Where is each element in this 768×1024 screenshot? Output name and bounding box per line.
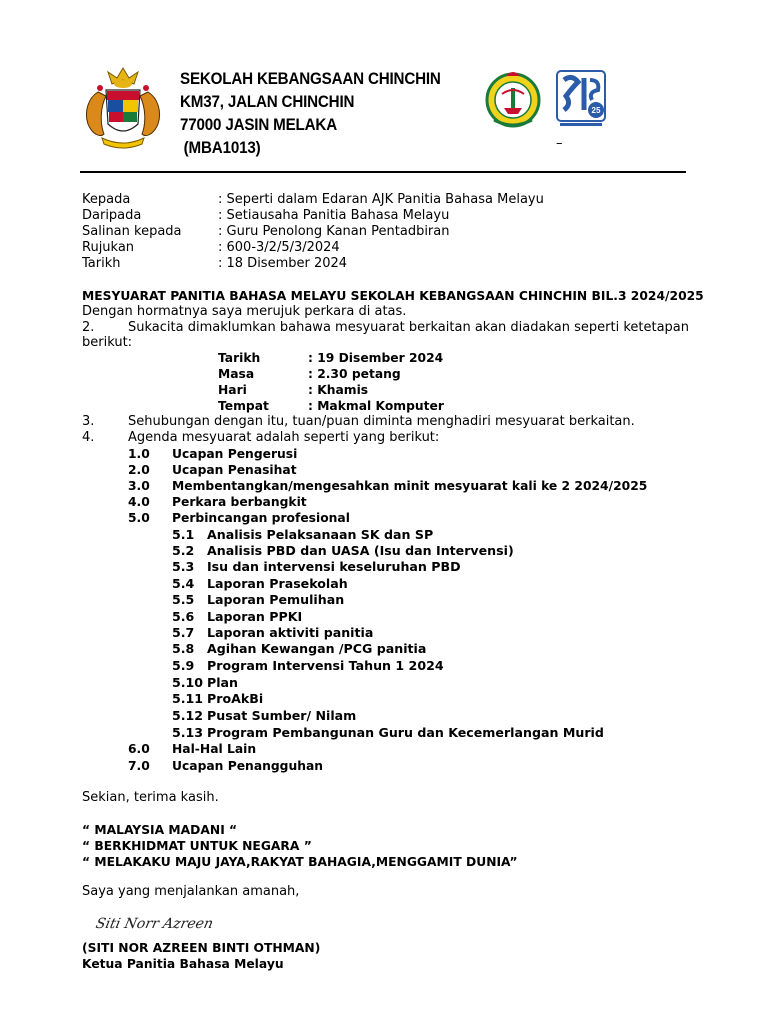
agenda-item: Hal-Hal Lain: [172, 742, 257, 756]
detail-value-tarikh: : 19 Disember 2024: [308, 351, 444, 365]
detail-value-tempat: : Makmal Komputer: [308, 399, 444, 413]
detail-label-masa: Masa: [218, 367, 255, 381]
para-3-text: Sehubungan dengan itu, tuan/puan diminta menghadiri mesyuarat berkaitan.: [128, 414, 635, 429]
agenda-item: Perkara berbangkit: [172, 495, 307, 509]
para-2-number: 2.: [82, 320, 95, 335]
field-value-tarikh: : 18 Disember 2024: [218, 256, 348, 271]
school-name: SEKOLAH KEBANGSAAN CHINCHIN: [180, 70, 441, 88]
sub-agenda-number: 5.10: [172, 675, 204, 690]
field-value-daripada: : Setiausaha Panitia Bahasa Melayu: [218, 208, 450, 223]
sub-agenda-item: Laporan aktiviti panitia: [207, 625, 374, 640]
sub-agenda-item: Laporan Prasekolah: [207, 576, 348, 591]
sub-agenda-number: 5.8: [172, 641, 195, 656]
sub-agenda-number: 5.6: [172, 609, 195, 624]
coat-of-arms-icon: [78, 64, 168, 154]
sub-agenda-item: ProAkBi: [207, 691, 264, 706]
opening-line: Dengan hormatnya saya merujuk perkara di atas.: [82, 304, 407, 319]
field-label-kepada: Kepada: [82, 192, 131, 207]
sub-agenda-item: Laporan Pemulihan: [207, 592, 345, 607]
detail-label-hari: Hari: [218, 383, 247, 397]
detail-label-tarikh: Tarikh: [218, 351, 261, 365]
para-2-continuation: berikut:: [82, 335, 133, 350]
agenda-number: 3.0: [128, 479, 150, 493]
sub-agenda-number: 5.13: [172, 725, 204, 740]
sub-agenda-number: 5.12: [172, 708, 204, 723]
slogan-3: “ MELAKAKU MAJU JAYA,RAKYAT BAHAGIA,MENGGAMIT DUNIA”: [82, 855, 518, 869]
agenda-number: 7.0: [128, 759, 150, 773]
detail-value-hari: : Khamis: [308, 383, 369, 397]
slogan-1: “ MALAYSIA MADANI “: [82, 823, 238, 837]
agenda-item: Ucapan Penangguhan: [172, 759, 324, 773]
agenda-item: Membentangkan/mengesahkan minit mesyuarat kali ke 2 2024/2025: [172, 479, 648, 493]
school-letterhead: [180, 68, 463, 160]
sub-agenda-item: Plan: [207, 675, 239, 690]
field-label-daripada: Daripada: [82, 208, 142, 223]
agenda-number: 5.0: [128, 511, 150, 525]
signatory-name: (SITI NOR AZREEN BINTI OTHMAN): [82, 941, 321, 955]
agenda-number: 6.0: [128, 742, 150, 756]
para-3-number: 3.: [82, 414, 95, 429]
header-divider: [80, 171, 686, 173]
field-value-rujukan: : 600-3/2/5/3/2024: [218, 240, 340, 255]
anniversary-logo-icon: [556, 70, 606, 128]
sub-agenda-item: Analisis PBD dan UASA (Isu dan Intervensi): [207, 543, 514, 558]
school-address-line-2: 77000 JASIN MELAKA: [180, 116, 337, 134]
field-value-salinan: : Guru Penolong Kanan Pentadbiran: [218, 224, 450, 239]
sub-agenda-number: 5.3: [172, 559, 195, 574]
trust-line: Saya yang menjalankan amanah,: [82, 884, 300, 899]
field-label-salinan: Salinan kepada: [82, 224, 182, 239]
para-4-number: 4.: [82, 430, 95, 445]
signatory-title: Ketua Panitia Bahasa Melayu: [82, 957, 284, 971]
agenda-item: Ucapan Pengerusi: [172, 447, 298, 461]
sub-agenda-number: 5.2: [172, 543, 195, 558]
memo-subject: MESYUARAT PANITIA BAHASA MELAYU SEKOLAH KEBANGSAAN CHINCHIN BIL.3 2024/2025: [82, 289, 704, 303]
school-address-line-1: KM37, JALAN CHINCHIN: [180, 93, 355, 111]
sub-agenda-item: Pusat Sumber/ Nilam: [207, 708, 357, 723]
sub-agenda-item: Program Intervensi Tahun 1 2024: [207, 658, 444, 673]
sub-agenda-number: 5.7: [172, 625, 195, 640]
sub-agenda-number: 5.9: [172, 658, 195, 673]
header-mark: –: [556, 136, 563, 151]
agenda-item: Perbincangan profesional: [172, 511, 350, 525]
field-value-kepada: : Seperti dalam Edaran AJK Panitia Bahasa Melayu: [218, 192, 544, 207]
agenda-number: 1.0: [128, 447, 150, 461]
logo-number: 25: [591, 106, 601, 115]
sub-agenda-item: Program Pembangunan Guru dan Kecemerlangan Murid: [207, 725, 604, 740]
school-logo-icon: [484, 68, 542, 130]
sub-agenda-number: 5.4: [172, 576, 195, 591]
agenda-number: 2.0: [128, 463, 150, 477]
agenda-number: 4.0: [128, 495, 150, 509]
sub-agenda-item: Laporan PPKI: [207, 609, 303, 624]
para-4-text: Agenda mesyuarat adalah seperti yang berikut:: [128, 430, 440, 445]
agenda-item: Ucapan Penasihat: [172, 463, 297, 477]
slogan-2: “ BERKHIDMAT UNTUK NEGARA ”: [82, 839, 312, 853]
closing-line: Sekian, terima kasih.: [82, 790, 219, 805]
sub-agenda-item: Isu dan intervensi keseluruhan PBD: [207, 559, 461, 574]
sub-agenda-item: Agihan Kewangan /PCG panitia: [207, 641, 427, 656]
school-code: (MBA1013): [183, 139, 261, 157]
sub-agenda-item: Analisis Pelaksanaan SK dan SP: [207, 527, 434, 542]
para-2-text: Sukacita dimaklumkan bahawa mesyuarat berkaitan akan diadakan seperti ketetapan: [128, 320, 689, 335]
handwritten-signature: Siti Norr Azreen: [94, 916, 215, 932]
detail-value-masa: : 2.30 petang: [308, 367, 401, 381]
sub-agenda-number: 5.5: [172, 592, 195, 607]
sub-agenda-number: 5.11: [172, 691, 204, 706]
detail-label-tempat: Tempat: [218, 399, 269, 413]
field-label-tarikh: Tarikh: [82, 256, 121, 271]
sub-agenda-number: 5.1: [172, 527, 195, 542]
field-label-rujukan: Rujukan: [82, 240, 135, 255]
